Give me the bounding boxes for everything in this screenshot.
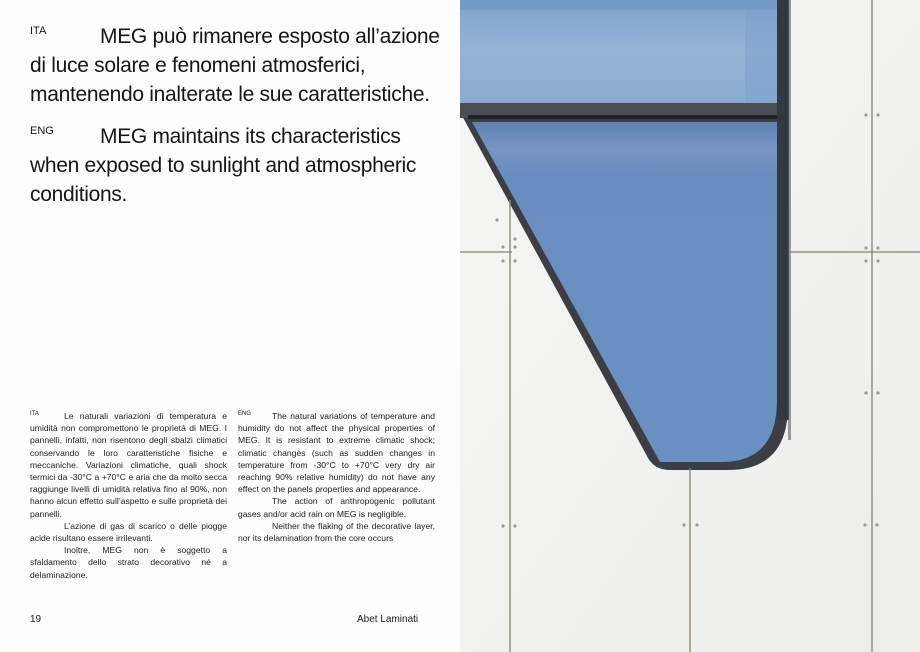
brand-name: Abet Laminati bbox=[357, 614, 419, 625]
body-tag-eng: ENG bbox=[238, 411, 252, 417]
facade-illustration bbox=[460, 0, 920, 652]
body-column-english bbox=[238, 410, 435, 544]
body-paragraph: Neither the flaking of the decorative layer, nor its delamination from the core occurs bbox=[238, 520, 435, 544]
body-paragraph: The natural variations of temperature and humidity do not affect the physical properties of MEG. It is resistant to extreme climatic shock; climatic changes (such as sudden changes in temperature from -30°C to +70°C very dry air reaching 90% relative humidity) do not have any effect on the panels properties and appearance. bbox=[238, 411, 435, 495]
headline-italian-text: MEG può rimanere esposto all’azione di luce solare e fenomeni atmosferici, mantenendo inalterate le sue caratteristiche. bbox=[30, 25, 440, 106]
body-paragraph: Inoltre, MEG non è soggetto a sfaldamento dello strato decorativo né a delaminazione. bbox=[30, 545, 227, 580]
body-tag-ita: ITA bbox=[30, 411, 39, 417]
body-paragraph: Le naturali variazioni di temperatura e umidità non compromettono le proprietà di MEG. I pannelli, infatti, non risentono degli sbalzi climatici conservando le loro caratteristiche fisiche e meccaniche. Variazioni climatiche, quali shock termici da -30°C a +70°C e aria che da molto secca raggiunge livelli di umidità relativa fino al 90%, non hanno alcun effetto sull’aspetto e sulle proprietà dei pannelli. bbox=[30, 411, 227, 519]
body-paragraph: The action of anthropogenic pollutant gases and/or acid rain on MEG is negligible. bbox=[238, 496, 435, 519]
facade-photo bbox=[460, 0, 920, 652]
body-column-italian bbox=[30, 410, 227, 581]
headline-english-text: MEG maintains its characteristics when exposed to sunlight and atmospheric conditions. bbox=[30, 125, 417, 206]
language-tag-ita: ITA bbox=[30, 25, 47, 37]
body-paragraph: L’azione di gas di scarico o delle piogge acide risultano essere irrilevanti. bbox=[30, 520, 227, 544]
page-number: 19 bbox=[30, 614, 42, 625]
language-tag-eng: ENG bbox=[30, 125, 54, 137]
headline-italian bbox=[30, 22, 440, 109]
headline-english bbox=[30, 122, 440, 209]
